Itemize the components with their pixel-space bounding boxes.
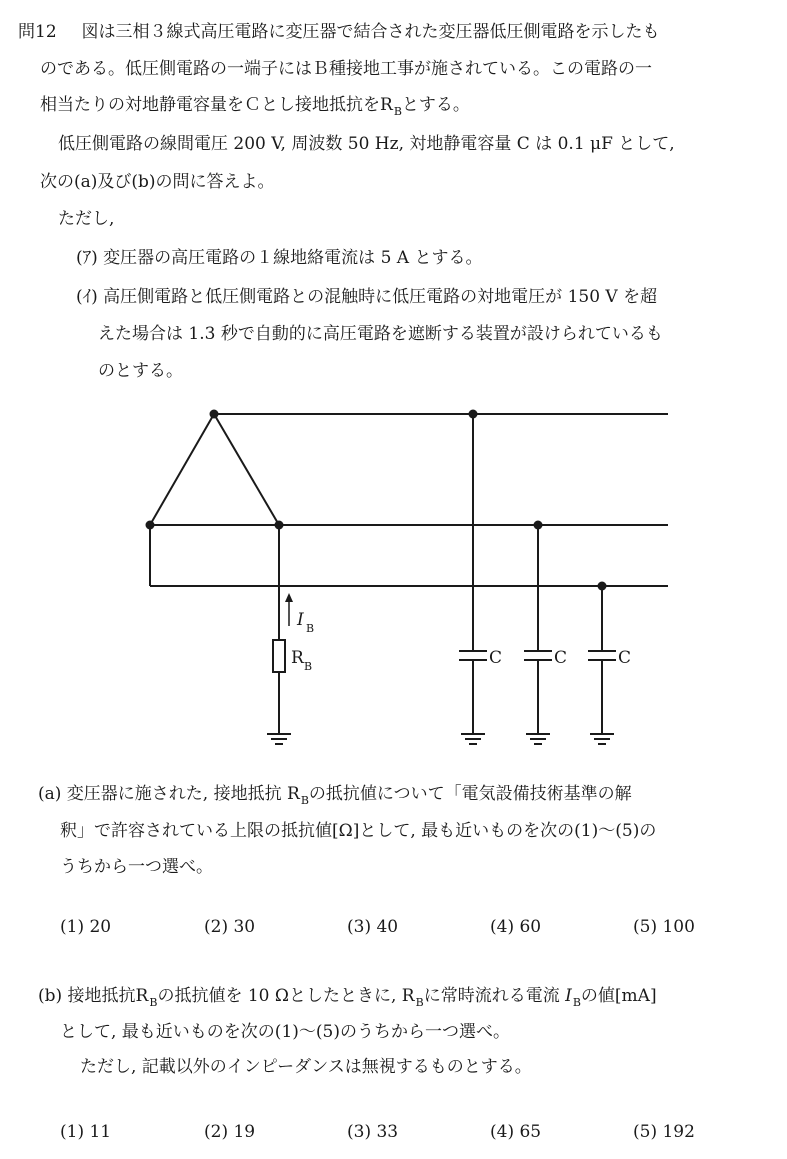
ground-icon: [267, 734, 291, 744]
choice-a-3[interactable]: (3) 40: [347, 917, 399, 937]
choice-b-3[interactable]: (3) 33: [347, 1122, 399, 1142]
choice-b-5[interactable]: (5) 192: [633, 1122, 695, 1142]
intro-text-1: 図は三相３線式高圧電路に変圧器で結合された変圧器低圧側電路を示したも: [81, 22, 660, 42]
problem-number: 問12: [18, 22, 57, 42]
question-a-text-3: うちから一つ選べ。: [60, 857, 213, 877]
question-b-line-1: [38, 984, 657, 1010]
question-b-text-1c: に常時流れる電流: [423, 986, 566, 1006]
question-a-line-2: [60, 819, 656, 843]
intro-text-2: のである。低圧側電路の一端子にはＢ種接地工事が施されている。この電路の一: [40, 59, 652, 79]
note-b-text-3: のとする。: [98, 361, 183, 381]
junction-dot: [598, 582, 607, 591]
choice-a-5[interactable]: (5) 100: [633, 917, 695, 937]
condition-text-2: 次の(a)及び(b)の問に答えよ。: [40, 172, 275, 192]
current-label: I: [297, 610, 304, 630]
question-b-line-3: [80, 1055, 532, 1079]
question-b-text-3: ただし, 記載以外のインピーダンスは無視するものとする。: [80, 1057, 532, 1077]
question-b-text-1a: (b) 接地抵抗R: [38, 986, 149, 1006]
choice-b-2[interactable]: (2) 19: [204, 1122, 256, 1142]
resistor-label: R: [291, 648, 304, 668]
question-b-text-1d: の値[mA]: [580, 986, 657, 1006]
question-b-subscript-2: B: [415, 996, 424, 1009]
note-b-text-2: えた場合は 1.3 秒で自動的に高圧電路を遮断する装置が設けられているも: [98, 324, 663, 344]
junction-dot: [534, 521, 543, 530]
question-a-line-1: [38, 782, 632, 808]
ground-icon: [461, 734, 485, 744]
delta-left-edge: [150, 414, 214, 525]
capacitor-label-2: C: [554, 648, 568, 668]
choice-a-1[interactable]: (1) 20: [60, 917, 112, 937]
question-a-subscript: B: [300, 794, 309, 807]
delta-right-edge: [214, 414, 279, 525]
question-a-text-2: 釈」で許容されている上限の抵抗値[Ω]として, 最も近いものを次の(1)～(5)の: [60, 821, 657, 841]
capacitor-label-3: C: [618, 648, 632, 668]
resistor-label-sub: B: [304, 660, 313, 673]
ground-icon: [526, 734, 550, 744]
junction-dot: [146, 521, 155, 530]
current-label-sub: B: [306, 622, 315, 635]
intro-text-3a: 相当たりの対地静電容量をＣとし接地抵抗をR: [40, 95, 393, 115]
question-b-line-2: [60, 1020, 510, 1044]
intro-subscript: B: [393, 105, 402, 118]
question-a-line-3: [60, 855, 213, 879]
question-b-subscript-1: B: [149, 996, 158, 1009]
condition-text-1: 低圧側電路の線間電圧 200 V, 周波数 50 Hz, 対地静電容量 C は 0.1 μF として,: [58, 134, 675, 154]
junction-dot: [275, 521, 284, 530]
question-a-text-1b: の抵抗値について「電気設備技術基準の解: [308, 784, 632, 804]
choice-b-1[interactable]: (1) 11: [60, 1122, 112, 1142]
question-a-text-1a: (a) 変圧器に施された, 接地抵抗 R: [38, 784, 300, 804]
note-b-text-1: (ｲ) 高圧側電路と低圧側電路との混触時に低圧電路の対地電圧が 150 V を超: [76, 287, 658, 307]
note-a-text: (ｱ) 変圧器の高圧電路の１線地絡電流は 5 A とする。: [76, 248, 483, 268]
choice-b-4[interactable]: (4) 65: [490, 1122, 542, 1142]
resistor-rb: [273, 640, 285, 672]
capacitor-label-1: C: [489, 648, 503, 668]
current-arrow-head: [285, 593, 293, 602]
choice-a-4[interactable]: (4) 60: [490, 917, 542, 937]
junction-dot: [469, 410, 478, 419]
tadashi-text: ただし,: [58, 209, 115, 229]
choice-a-2[interactable]: (2) 30: [204, 917, 256, 937]
question-b-subscript-3: B: [572, 996, 581, 1009]
junction-dot: [210, 410, 219, 419]
ground-icon: [590, 734, 614, 744]
question-b-text-2: として, 最も近いものを次の(1)～(5)のうちから一つ選べ。: [60, 1022, 510, 1042]
intro-text-3b: とする。: [401, 95, 470, 115]
question-b-current-symbol: I: [565, 986, 572, 1006]
question-b-text-1b: の抵抗値を 10 Ωとしたときに, R: [157, 986, 415, 1006]
